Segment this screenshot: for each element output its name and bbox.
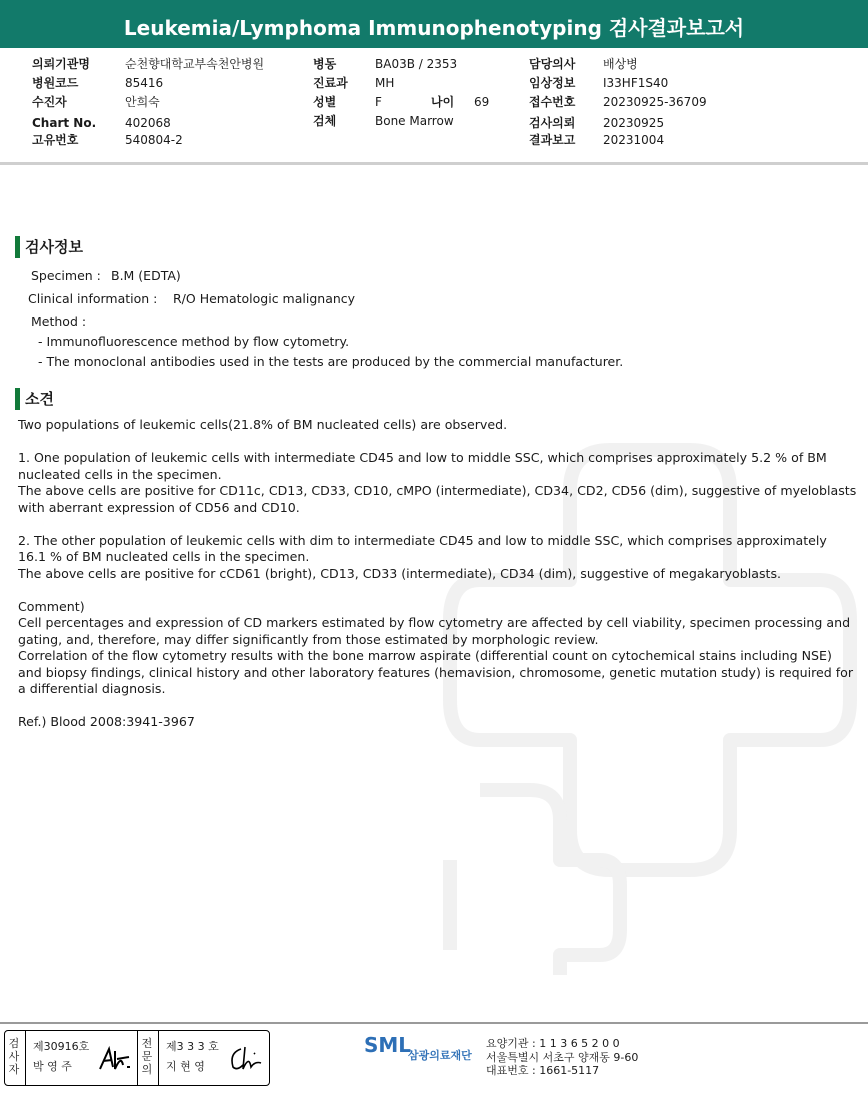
examiner-signature-icon	[97, 1045, 133, 1073]
specialist-license-no: 제3 3 3 호	[166, 1040, 219, 1053]
label-doctor: 담당의사	[529, 57, 576, 71]
value-unique-no: 540804-2	[125, 133, 183, 147]
label-age: 나이	[431, 95, 455, 109]
label-clinical-info: 임상정보	[529, 76, 576, 90]
specialist-signature-icon	[227, 1043, 265, 1073]
clinical-info-label: Clinical information :	[28, 291, 158, 306]
label-chart-no: Chart No.	[32, 116, 97, 130]
value-doctor: 배상병	[603, 57, 638, 71]
findings-body	[18, 417, 858, 731]
population-1-markers: The above cells are positive for CD11c, CD13, CD33, CD10, cMPO (intermediate), CD34, CD2, CD56 (dim), suggestive of myeloblasts with aberrant expression of CD56 and CD10.	[18, 483, 857, 515]
report-title: Leukemia/Lymphoma Immunophenotyping 검사결과보고서	[0, 0, 868, 48]
findings-summary: Two populations of leukemic cells(21.8% of BM nucleated cells) are observed.	[18, 417, 508, 432]
label-sex: 성별	[313, 95, 337, 109]
institution-address: 서울특별시 서초구 양재동 9-60	[486, 1050, 639, 1064]
label-department: 진료과	[313, 76, 348, 90]
section-findings-heading: 소견	[15, 388, 54, 410]
population-2-markers: The above cells are positive for cCD61 (bright), CD13, CD33 (intermediate), CD34 (dim), suggestive of megakaryoblasts.	[18, 565, 782, 581]
population-2-description: 2. The other population of leukemic cells with dim to intermediate CD45 and low to middle SSC, which comprises approximately 16.1 % of BM nucleated cells in the specimen.	[18, 532, 827, 564]
label-specimen-type: 검체	[313, 114, 337, 128]
value-department: MH	[375, 76, 395, 90]
section-exam-info-heading: 검사정보	[15, 236, 83, 258]
institution-code: 요양기관 : 1 1 3 6 5 2 0 0	[486, 1037, 620, 1050]
specimen-label: Specimen :	[31, 268, 101, 283]
label-ward: 병동	[313, 57, 337, 71]
value-age: 69	[474, 95, 490, 109]
specimen-value: B.M (EDTA)	[111, 268, 181, 283]
institution-phone: 대표번호 : 1661-5117	[486, 1064, 600, 1077]
reference: Ref.) Blood 2008:3941-3967	[18, 714, 195, 729]
sml-logo: SML	[364, 1033, 412, 1057]
institution-info	[486, 1037, 638, 1078]
specialist-name: 지 현 영	[166, 1060, 205, 1073]
label-hospital-code: 병원코드	[32, 76, 79, 90]
label-unique-no: 고유번호	[32, 133, 79, 147]
label-report-date: 결과보고	[529, 133, 576, 147]
value-sex: F	[375, 95, 382, 109]
label-receipt-no: 접수번호	[529, 95, 576, 109]
method-item-1: - Immunofluorescence method by flow cytometry.	[38, 334, 350, 349]
comment-title: Comment)	[18, 598, 85, 614]
title-divider	[0, 48, 868, 50]
value-patient: 안희숙	[125, 95, 160, 109]
org-name: 삼광의료재단	[408, 1049, 472, 1062]
footer-divider	[0, 1022, 868, 1024]
value-hospital-code: 85416	[125, 76, 164, 90]
label-patient: 수진자	[32, 95, 67, 109]
value-receipt-no: 20230925-36709	[603, 95, 707, 109]
value-chart-no: 402068	[125, 116, 171, 130]
value-report-date: 20231004	[603, 133, 665, 147]
value-ward: BA03B / 2353	[375, 57, 458, 71]
value-institution: 순천향대학교부속천안병원	[125, 57, 265, 71]
comment-paragraph-2: Correlation of the flow cytometry results with the bone marrow aspirate (differential count on cytochemical stains including NSE) and biopsy findings, clinical history and other laboratory features (hemavision, chromosome, genetic mutation study) is required for a differential diagnosis.	[18, 648, 854, 696]
label-institution: 의뢰기관명	[32, 57, 90, 71]
method-label: Method :	[31, 314, 87, 329]
examiner-name: 박 영 주	[33, 1060, 72, 1073]
label-request-date: 검사의뢰	[529, 116, 576, 130]
population-1-description: 1. One population of leukemic cells with intermediate CD45 and low to middle SSC, which comprises approximately 5.2 % of BM nucleated cells in the specimen.	[18, 450, 827, 482]
method-item-2: - The monoclonal antibodies used in the tests are produced by the commercial manufacturer.	[38, 354, 624, 369]
value-specimen-type: Bone Marrow	[375, 114, 454, 128]
examiner-label: 검사자	[8, 1037, 20, 1076]
value-request-date: 20230925	[603, 116, 665, 130]
header-divider	[0, 162, 868, 165]
signature-box	[4, 1030, 270, 1086]
clinical-info-value: R/O Hematologic malignancy	[173, 291, 356, 306]
comment-paragraph-1: Cell percentages and expression of CD markers estimated by flow cytometry are affected by cell viability, specimen processing and gating, and, therefore, may differ significantly from those estimated by morphologic review.	[18, 615, 851, 647]
examiner-license-no: 제30916호	[33, 1040, 90, 1053]
value-clinical-info: I33HF1S40	[603, 76, 669, 90]
specialist-label: 전문의	[141, 1037, 153, 1076]
